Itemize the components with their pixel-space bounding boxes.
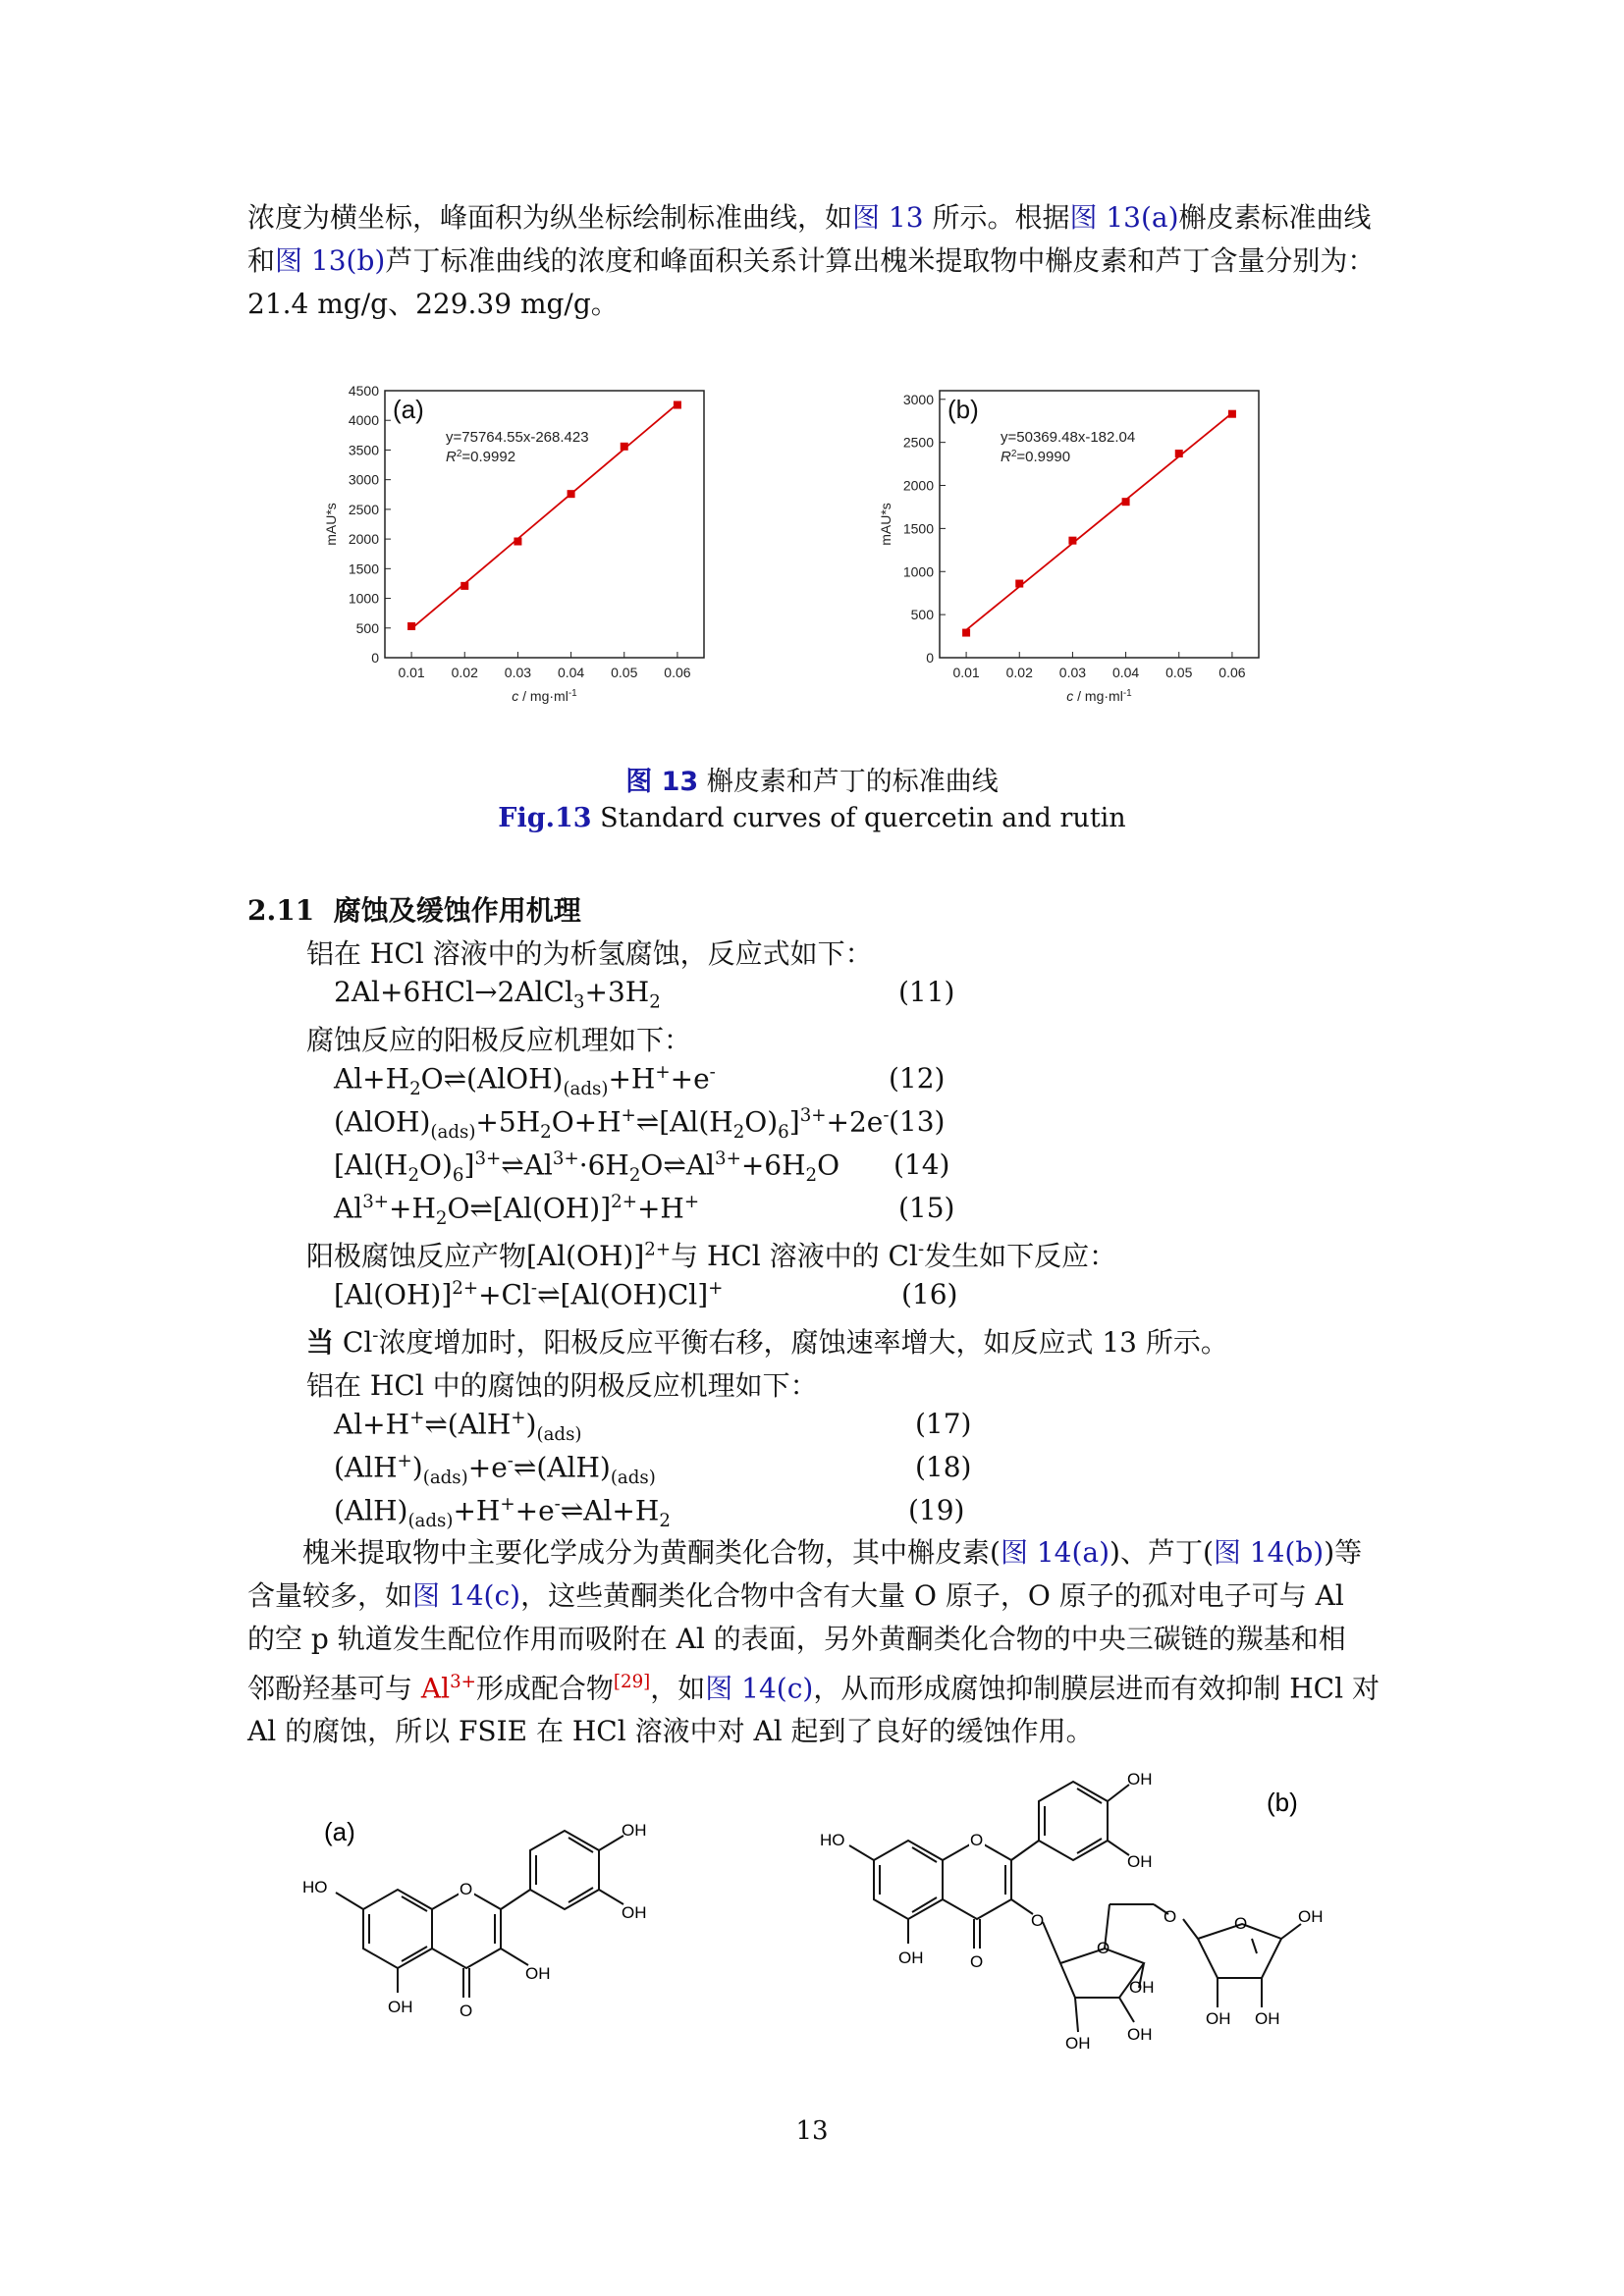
atom-oh-c4p: OH bbox=[1127, 1770, 1153, 1789]
quercetin-bonds bbox=[336, 1831, 623, 1998]
text-line-5: 铝在 HCl 中的腐蚀的阴极反应机理如下： bbox=[306, 1369, 818, 1402]
figure-ref-link[interactable]: 图 14(b) bbox=[1213, 1536, 1325, 1569]
x-tick-label: 0.01 bbox=[398, 665, 425, 680]
y-tick-label: 1000 bbox=[902, 563, 934, 580]
atom-oh-rhamnose: OH bbox=[1298, 1907, 1324, 1926]
rutin-structure-svg bbox=[815, 1757, 1404, 2081]
rutin-bonds bbox=[849, 1782, 1301, 2032]
y-tick-label: 500 bbox=[355, 619, 379, 636]
data-point bbox=[407, 622, 415, 630]
atom-oh-glucose: OH bbox=[1127, 2025, 1153, 2044]
x-tick-label: 0.04 bbox=[1111, 665, 1140, 680]
r-squared: $R^2=0.9992$ bbox=[446, 448, 516, 465]
figure-13-label-en: Fig.13 bbox=[498, 803, 592, 833]
data-point bbox=[460, 582, 468, 590]
atom-oh-glucose: OH bbox=[1065, 2034, 1091, 2053]
equation-number-15: (15) bbox=[898, 1192, 955, 1224]
equation-16: $[Al(OH)]^{2+}+Cl^-\rightleftharpoons[Al(OH)Cl]^+$ bbox=[334, 1278, 724, 1311]
x-tick-label: 0.06 bbox=[664, 665, 691, 680]
atom-o-carbonyl: O bbox=[970, 1952, 984, 1971]
intro-line-3: 21.4 mg/g、229.39 mg/g。 bbox=[247, 288, 619, 320]
atom-o-glucose-ring: O bbox=[1097, 1939, 1110, 1957]
page-number: 13 bbox=[795, 2116, 829, 2146]
section-heading: 2.11 腐蚀及缓蚀作用机理 bbox=[247, 894, 581, 927]
text-line-2: 腐蚀反应的阳极反应机理如下： bbox=[306, 1024, 692, 1056]
y-tick-label: 2500 bbox=[348, 501, 379, 517]
chart-b-svg bbox=[869, 383, 1281, 726]
atom-o-carbonyl: O bbox=[460, 2002, 473, 2020]
data-point bbox=[962, 629, 970, 637]
r-squared: $R^2=0.9990$ bbox=[1001, 448, 1071, 465]
equation-19: $(AlH)_{(ads)}+H^++e^-\rightleftharpoons Al+H_2$ bbox=[334, 1494, 671, 1531]
structure-b-label: (b) bbox=[1267, 1788, 1298, 1817]
equation-number-16: (16) bbox=[901, 1278, 958, 1310]
atom-o-rhamnose-ring: O bbox=[1234, 1914, 1248, 1933]
atom-oh-rhamnose: OH bbox=[1255, 2009, 1280, 2028]
equation-number-12: (12) bbox=[889, 1062, 946, 1095]
closing-line-2: 含量较多，如图 14(c)，这些黄酮类化合物中含有大量 O 原子，O 原子的孤对电子可与 Al bbox=[247, 1579, 1344, 1612]
equation-11: $2Al+6HCl\to 2AlCl_3+3H_2$ bbox=[334, 976, 661, 1013]
x-tick-label: 0.02 bbox=[1005, 665, 1033, 680]
equation-number-19: (19) bbox=[908, 1494, 965, 1526]
equation-14: $[Al(H_2O)_6]^{3+}\rightleftharpoons Al^{3+}\cdot 6H_2O\rightleftharpoons Al^{3+}+6H_2O$ bbox=[334, 1148, 840, 1186]
y-tick-label: 2000 bbox=[348, 531, 379, 548]
y-tick-label: 3000 bbox=[902, 391, 934, 407]
intro-line-2: 和图 13(b)芦丁标准曲线的浓度和峰面积关系计算出槐米提取物中槲皮素和芦丁含量分别为： bbox=[247, 244, 1376, 277]
closing-line-3: 的空 p 轨道发生配位作用而吸附在 Al 的表面，另外黄酮类化合物的中央三碳链的羰基和相 bbox=[247, 1623, 1346, 1655]
y-axis-label: mAU*s bbox=[878, 503, 893, 546]
structure-quercetin bbox=[285, 1787, 795, 2105]
equation-17: $Al+H^+\rightleftharpoons(AlH^+)_{(ads)}$ bbox=[334, 1408, 582, 1445]
quercetin-structure-svg bbox=[285, 1787, 795, 2101]
text-line-4: 当 Cl-浓度增加时，阳极反应平衡右移，腐蚀速率增大，如反应式 13 所示。 bbox=[306, 1325, 1228, 1359]
equation-12: $Al+H_2O\rightleftharpoons(AlOH)_{(ads)}+H^++e^-$ bbox=[334, 1062, 716, 1099]
section-title: 腐蚀及缓蚀作用机理 bbox=[333, 894, 581, 927]
figure-13-caption-en: Fig.13 Standard curves of quercetin and rutin bbox=[498, 803, 1126, 833]
atom-oh-c3p: OH bbox=[622, 1903, 647, 1922]
closing-paragraph bbox=[247, 1531, 1396, 1753]
equation-13: $(AlOH)_{(ads)}+5H_2O+H^+\rightleftharpoons[Al(H_2O)_6]^{3+}+2e^-$ bbox=[334, 1105, 890, 1143]
closing-line-1: 槐米提取物中主要化学成分为黄酮类化合物，其中槲皮素(图 14(a))、芦丁(图 14(b))等 bbox=[302, 1536, 1363, 1569]
figure-ref-link[interactable]: 图 13(b) bbox=[275, 244, 386, 277]
atom-o-ring: O bbox=[970, 1831, 984, 1849]
x-tick-label: 0.06 bbox=[1218, 665, 1246, 680]
data-point bbox=[1122, 498, 1130, 506]
x-tick-label: 0.04 bbox=[557, 665, 585, 680]
figure-ref-link[interactable]: 图 14(c) bbox=[412, 1579, 521, 1612]
figure-ref-link[interactable]: 图 14(c) bbox=[705, 1672, 814, 1705]
closing-line-5: Al 的腐蚀，所以 FSIE 在 HCl 溶液中对 Al 起到了良好的缓蚀作用。 bbox=[247, 1715, 1094, 1748]
atom-oh-c5: OH bbox=[388, 1998, 413, 2016]
fit-equation: y=50369.48x-182.04 bbox=[1001, 429, 1136, 446]
intro-line-1: 浓度为横坐标，峰面积为纵坐标绘制标准曲线，如图 13 所示。根据图 13(a)槲皮素标准曲线 bbox=[247, 201, 1372, 234]
x-axis-label: $c / mg\cdot ml^{-1}$ bbox=[1066, 687, 1132, 704]
x-tick-label: 0.03 bbox=[504, 665, 532, 680]
atom-oh-c4p: OH bbox=[622, 1821, 647, 1840]
structure-rutin bbox=[815, 1757, 1404, 2085]
equation-number-17: (17) bbox=[915, 1408, 972, 1440]
closing-line-4: 邻酚羟基可与 $Al^{3+}$形成配合物[29]，如图 14(c)，从而形成腐蚀抑制膜层进而有效抑制 HCl 对 bbox=[247, 1672, 1380, 1705]
equation-number-13: (13) bbox=[889, 1105, 946, 1138]
y-tick-label: 0 bbox=[371, 650, 379, 666]
panel-label: (a) bbox=[393, 395, 424, 424]
fit-equation: y=75764.55x-268.423 bbox=[446, 429, 589, 446]
y-tick-label: 4500 bbox=[348, 383, 379, 399]
panel-label: (b) bbox=[947, 395, 979, 424]
chart-b bbox=[869, 383, 1281, 730]
data-point bbox=[568, 490, 575, 498]
data-point bbox=[621, 443, 628, 451]
x-tick-label: 0.05 bbox=[611, 665, 638, 680]
chart-a bbox=[314, 383, 727, 730]
atom-ho-c7: HO bbox=[820, 1831, 845, 1849]
atom-o-link: O bbox=[1164, 1907, 1177, 1926]
figure-13-label-cn: 图 13 bbox=[625, 767, 699, 797]
y-tick-label: 3500 bbox=[348, 442, 379, 458]
atom-oh-c5: OH bbox=[898, 1949, 924, 1967]
y-tick-label: 3000 bbox=[348, 471, 379, 488]
y-tick-label: 1500 bbox=[348, 561, 379, 577]
y-tick-label: 2000 bbox=[902, 477, 934, 494]
citation-link[interactable]: [29] bbox=[613, 1672, 651, 1692]
data-point bbox=[514, 538, 521, 546]
equation-number-11: (11) bbox=[898, 976, 955, 1008]
y-axis-label: mAU*s bbox=[323, 503, 339, 546]
atom-oh-c3: OH bbox=[525, 1964, 551, 1983]
atom-ho-c7: HO bbox=[302, 1878, 328, 1896]
figure-ref-link[interactable]: 图 13 bbox=[852, 201, 924, 234]
atom-o-glycoside: O bbox=[1031, 1911, 1045, 1930]
y-tick-label: 4000 bbox=[348, 412, 379, 429]
data-point bbox=[1015, 580, 1023, 588]
text-line-1: 铝在 HCl 溶液中的为析氢腐蚀，反应式如下： bbox=[306, 937, 873, 970]
equation-number-18: (18) bbox=[915, 1451, 972, 1483]
atom-oh-c3p: OH bbox=[1127, 1852, 1153, 1871]
atom-oh-rhamnose: OH bbox=[1206, 2009, 1231, 2028]
y-tick-label: 2500 bbox=[902, 434, 934, 451]
y-tick-label: 1000 bbox=[348, 590, 379, 607]
figure-13-caption-cn: 图 13 槲皮素和芦丁的标准曲线 bbox=[625, 767, 999, 797]
y-tick-label: 500 bbox=[910, 607, 934, 623]
y-tick-label: 1500 bbox=[902, 520, 934, 537]
figure-ref-link[interactable]: 图 13(a) bbox=[1069, 201, 1179, 234]
atom-o-ring: O bbox=[460, 1880, 473, 1898]
x-tick-label: 0.03 bbox=[1058, 665, 1087, 680]
x-tick-label: 0.01 bbox=[952, 665, 980, 680]
chart-a-svg bbox=[314, 383, 727, 726]
x-tick-label: 0.02 bbox=[451, 665, 478, 680]
text-line-3: 阳极腐蚀反应产物$[Al(OH)]^{2+}$与 HCl 溶液中的 Cl-发生如下反应： bbox=[306, 1239, 1117, 1272]
equation-15: $Al^{3+}+H_2O\rightleftharpoons[Al(OH)]^{2+}+H^+$ bbox=[334, 1192, 700, 1229]
figure-ref-link[interactable]: 图 14(a) bbox=[1000, 1536, 1110, 1569]
equation-18: $(AlH^+)_{(ads)}+e^-\rightleftharpoons(AlH)_{(ads)}$ bbox=[334, 1451, 656, 1488]
data-point bbox=[1228, 410, 1236, 418]
x-tick-label: 0.05 bbox=[1165, 665, 1193, 680]
data-point bbox=[1068, 537, 1076, 545]
equation-number-14: (14) bbox=[893, 1148, 950, 1181]
x-axis-label: $c / mg\cdot ml^{-1}$ bbox=[512, 687, 577, 704]
data-point bbox=[674, 401, 681, 409]
intro-paragraph bbox=[247, 196, 1396, 326]
atom-oh-glucose: OH bbox=[1129, 1978, 1155, 1997]
data-point bbox=[1175, 450, 1183, 457]
y-tick-label: 0 bbox=[926, 650, 934, 666]
structure-a-label: (a) bbox=[324, 1817, 355, 1846]
